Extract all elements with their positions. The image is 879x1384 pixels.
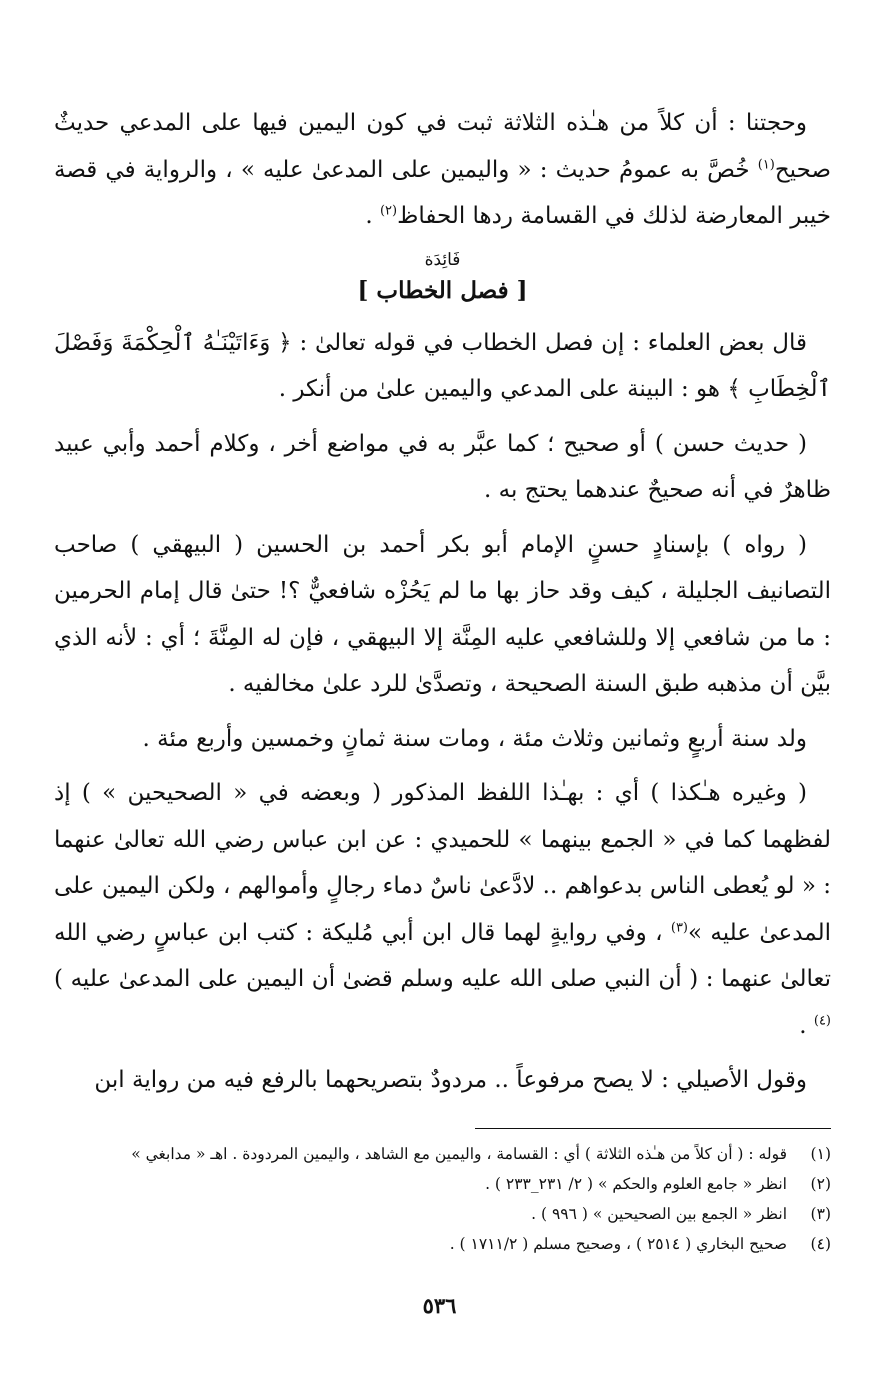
paragraph-hadith-hasan: ( حديث حسن ) أو صحيح ؛ كما عبَّر به في مواضع أخر ، وكلام أحمد وأبي عبيد ظاهرٌ في أنه صحيحٌ عندهما يحتج به .: [54, 430, 831, 503]
footnote-number: (٣): [810, 1204, 831, 1223]
footnote-text: انظر « الجمع بين الصحيحين » ( ٩٩٦ ) .: [531, 1204, 787, 1223]
footnote-ref-2[interactable]: (٢): [379, 203, 398, 219]
section-title: [ فصل الخطاب ]: [357, 276, 528, 304]
fawaid-heading: فَائِدَة: [424, 249, 461, 270]
paragraph-rawahu: ( رواه ) بإسنادٍ حسنٍ الإمام أبو بكر أحمد بن الحسين ( البيهقي ) صاحب التصانيف الجليلة ، كيف وقد حاز بها ما لم يَحُزْه شافعيٌّ ؟! حتىٰ قال إمام الحرمين : ما من شافعي إلا وللشافعي عليه المِنَّة إلا البيهقي ، فإن له المِنَّةَ ؛ أي : لأنه الذي بيَّن أن مذهبه طبق السنة الصحيحة ، وتصدَّىٰ للرد علىٰ مخالفيه .: [54, 531, 831, 697]
paragraph-text: ، وفي روايةٍ لهما قال ابن أبي مُليكة : كتب ابن عباسٍ رضي الله تعالىٰ عنهما : ( أن النبي صلى الله عليه وسلم قضىٰ أن اليمين على المدعىٰ عليه ): [54, 919, 831, 992]
paragraph-argument: [54, 100, 831, 240]
footnote-text: قوله : ( أن كلاً من هـٰذه الثلاثة ) أي : القسامة ، واليمين مع الشاهد ، واليمين المردودة . اهـ « مدابغي »: [131, 1144, 787, 1163]
footnote-divider: [475, 1128, 831, 1129]
paragraph-text: ( وغيره هـٰكذا ) أي : بهـٰذا اللفظ المذكور ( وبعضه في « الصحيحين » ) إذ لفظهما كما في « الجمع بينهما » للحميدي : عن ابن عباس رضي الله تعالىٰ عنهما : « لو يُعطى الناس بدعواهم .. لادَّعىٰ ناسٌ دماء رجالٍ وأموالهم ، ولكن اليمين على المدعىٰ عليه »: [54, 780, 831, 946]
footnote-number: (٢): [810, 1174, 831, 1193]
paragraph-text: خُصَّ به عمومُ حديث : « واليمين على المدعىٰ عليه » ، والرواية في قصة خيبر المعارضة لذلك في القسامة ردها الحفاظ: [54, 156, 831, 229]
footnote-number: (١): [810, 1144, 831, 1163]
paragraph-wa-ghayruhu: [54, 770, 831, 1049]
footnote-item: [54, 1229, 831, 1259]
paragraph-birth-death: ولد سنة أربعٍ وثمانين وثلاث مئة ، ومات سنة ثمانٍ وخمسين وأربع مئة .: [142, 725, 807, 752]
footnote-number: (٤): [810, 1234, 831, 1253]
paragraph-fasl-al-khitab: قال بعض العلماء : إن فصل الخطاب في قوله تعالىٰ : ﴿ وَءَاتَيْنَـٰهُ ٱلْحِكْمَةَ وَفَصْلَ ٱلْخِطَابِ ﴾ هو : البينة على المدعي واليمين علىٰ من أنكر .: [54, 329, 831, 402]
paragraph-asili: وقول الأصيلي : لا يصح مرفوعاً .. مردودٌ بتصريحهما بالرفع فيه من رواية ابن: [94, 1067, 807, 1093]
footnote-ref-3[interactable]: (٣): [670, 919, 688, 935]
paragraph-text: .: [365, 203, 380, 229]
footnote-text: انظر « جامع العلوم والحكم » ( ٢/ ٢٣١_٢٣٣ ) .: [485, 1174, 787, 1193]
paragraph-text: .: [799, 1012, 814, 1039]
paragraph-text: وحجتنا : أن كلاً من هـٰذه الثلاثة ثبت في كون اليمين فيها على المدعي حديثٌ صحيح: [54, 110, 831, 183]
footnote-item: [54, 1199, 831, 1229]
footnotes: [54, 1139, 831, 1259]
footnote-text: صحيح البخاري ( ٢٥١٤ ) ، وصحيح مسلم ( ١٧١١/٢ ) .: [449, 1234, 787, 1253]
footnote-ref-1[interactable]: (١): [757, 156, 775, 172]
footnote-item: [54, 1169, 831, 1199]
footnote-ref-4[interactable]: (٤): [813, 1012, 831, 1028]
page-number: ٥٣٦: [422, 1293, 457, 1318]
footnote-item: [54, 1139, 831, 1169]
